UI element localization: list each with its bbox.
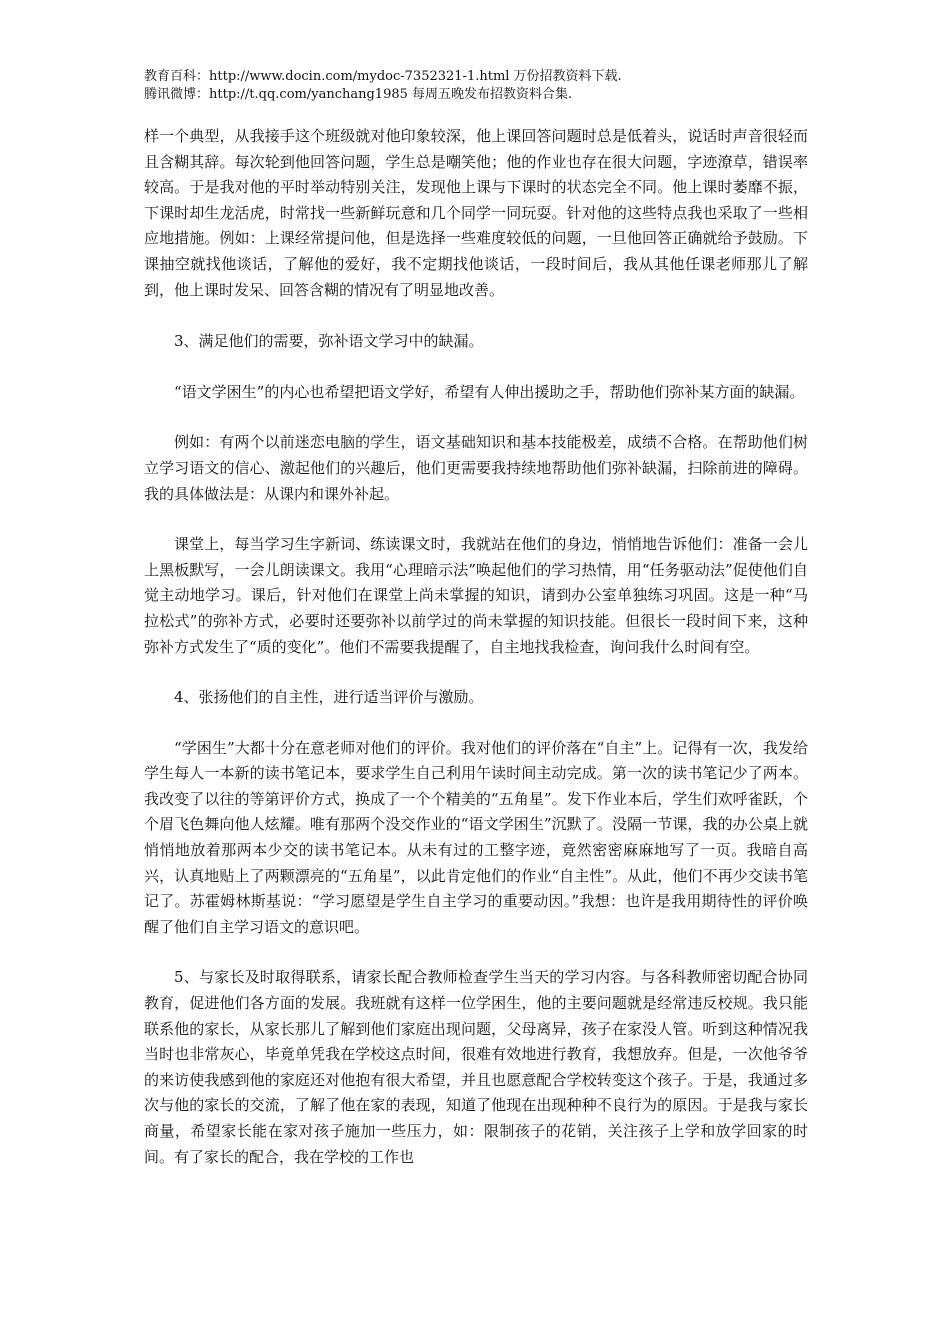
document-body [144, 124, 808, 1195]
section-heading-4: 4、张扬他们的自主性，进行适当评价与激励。 [174, 688, 484, 707]
paragraph: “语文学困生”的内心也希望把语文学好，希望有人伸出援助之手，帮助他们弥补某方面的缺漏。 [174, 382, 805, 401]
paragraph-continuation: 样一个典型，从我接手这个班级就对他印象较深，他上课回答问题时总是低着头，说话时声音很轻而且含糊其辞。每次轮到他回答问题，学生总是嘲笑他；他的作业也存在很大问题，字迹潦草，错误率较高。于是我对他的平时举动特别关注，发现他上课与下课时的状态完全不同。他上课时萎靡不振，下课时却生龙活虎，时常找一些新鲜玩意和几个同学一同玩耍。针对他的这些特点我也采取了一些相应地措施。例如：上课经常提问他，但是选择一些难度较低的问题，一旦他回答正确就给予鼓励。下课抽空就找他谈话，了解他的爱好，我不定期找他谈话，一段时间后，我从其他任课老师那儿了解到，他上课时发呆、回答含糊的情况有了明显地改善。 [144, 127, 808, 299]
paragraph: 课堂上，每当学习生字新词、练读课文时，我就站在他们的身边，悄悄地告诉他们：准备一会儿上黑板默写，一会儿朗读课文。我用“心理暗示法”唤起他们的学习热情，用“任务驱动法”促使他们自觉主动地学习。课后，针对他们在课堂上尚未掌握的知识，请到办公室单独练习巩固。这是一种“马拉松式”的弥补方式，必要时还要弥补以前学过的尚未掌握的知识技能。但很长一段时间下来，这种弥补方式发生了“质的变化”。他们不需要我提醒了，自主地找我检查，询问我什么时间有空。 [144, 535, 808, 656]
paragraph: “学困生”大都十分在意老师对他们的评价。我对他们的评价落在“自主”上。记得有一次，我发给学生每人一本新的读书笔记本，要求学生自己利用午读时间主动完成。第一次的读书笔记少了两本。我改变了以往的等第评价方式，换成了一个个精美的“五角星”。发下作业本后，学生们欢呼雀跃，个个眉飞色舞向他人炫耀。唯有那两个没交作业的“语文学困生”沉默了。没隔一节课，我的办公桌上就悄悄地放着那两本少交的读书笔记本。从未有过的工整字迹，竟然密密麻麻地写了一页。我暗自高兴，认真地贴上了两颗漂亮的“五角星”，以此肯定他们的作业“自主性”。从此，他们不再少交读书笔记了。苏霍姆林斯基说：“学习愿望是学生自主学习的重要动因。”我想：也许是我用期待性的评价唤醒了他们自主学习语文的意识吧。 [144, 738, 808, 936]
page-header [144, 68, 824, 104]
header-line-docin: 教育百科：http://www.docin.com/mydoc-7352321-1.html 万份招教资料下载. [144, 69, 622, 84]
header-line-weibo: 腾讯微博：http://t.qq.com/yanchang1985 每周五晚发布招教资料合集. [144, 87, 573, 102]
section-paragraph-5: 5、与家长及时取得联系，请家长配合教师检查学生当天的学习内容。与各科教师密切配合协同教育，促进他们各方面的发展。我班就有这样一位学困生，他的主要问题就是经常违反校规。我只能联系他的家长，从家长那儿了解到他们家庭出现问题，父母离异，孩子在家没人管。听到这种情况我当时也非常灰心，毕竟单凭我在学校这点时间，很难有效地进行教育，我想放弃。但是，一次他爷爷的来访使我感到他的家庭还对他抱有很大希望，并且也愿意配合学校转变这个孩子。于是，我通过多次与他的家长的交流，了解了他在家的表现，知道了他现在出现种种不良行为的原因。于是我与家长商量，希望家长能在家对孩子施加一些压力，如：限制孩子的花销，关注孩子上学和放学回家的时间。有了家长的配合，我在学校的工作也 [144, 968, 808, 1166]
section-heading-3: 3、满足他们的需要，弥补语文学习中的缺漏。 [174, 332, 484, 351]
paragraph: 例如：有两个以前迷恋电脑的学生，语文基础知识和基本技能极差，成绩不合格。在帮助他们树立学习语文的信心、激起他们的兴趣后，他们更需要我持续地帮助他们弥补缺漏，扫除前进的障碍。我的具体做法是：从课内和课外补起。 [144, 433, 808, 503]
